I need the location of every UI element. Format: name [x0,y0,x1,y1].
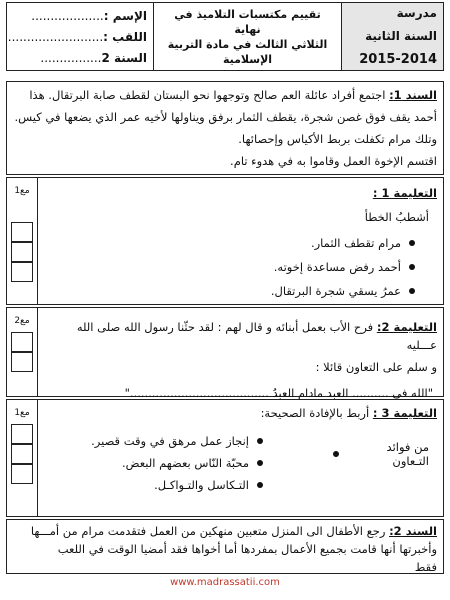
sanad-1-line-3: وتلك مرام تكفلت بربط الأكياس وإحصائها. [238,132,437,146]
bullet-icon [257,460,263,466]
bullet-icon [409,264,415,270]
student-info [7,3,153,70]
task-1-score-box-2[interactable] [11,242,33,262]
task-3-right-item-1[interactable] [38,434,263,448]
sanad-2-line-1 [7,522,443,540]
task-3-heading [38,404,443,422]
task-3-right-item-1-text: إنجاز عمل مرهق في وقت قصير. [91,434,249,448]
exam-title [153,3,341,70]
task-3-left-item-text: من فوائد التـعاون [386,440,429,468]
task-3-right-item-2-text: محبّة النّاس بعضهم البعض. [121,456,249,470]
school-info [341,3,443,70]
surname-label: اللقب : [103,29,147,44]
class-blank[interactable]: ................ [40,50,102,65]
exam-title-line-3: الإسلامية [222,52,273,66]
surname-row [7,29,147,44]
header [6,2,444,71]
bullet-icon [257,438,263,444]
sanad-1-text-1: اجتمع أفراد عائلة العم صالح وتوجهوا نحو البستان لقطف صابة البرتقال. هذا [29,88,386,102]
task-1-criteria [7,178,38,304]
task-2-text-1: فرح الأب بعمل أبنائه و قال لهم : لقد حثّنا رسول الله صلى الله عـــليه [76,320,437,352]
task-3-right-column [38,430,333,500]
task-1-item-2[interactable] [38,260,443,274]
sanad-2-section [6,519,444,574]
task-3-right-item-2[interactable] [38,456,263,470]
name-label: الإسم : [103,8,147,23]
task-1-item-2-text: أحمد رفض مساعدة إخوته. [273,260,401,274]
class-label: السنة 2 [101,50,147,65]
task-2-score-box-2[interactable] [11,352,33,372]
task-1-criteria-label: مع1 [14,186,30,196]
bullet-icon [409,240,415,246]
sanad-1-line-2: أحمد يقف فوق غصن شجرة، يقطف الثمار برفق ويناولها لأخيه عمر الذي يضعها في كيس. [14,110,437,124]
name-row [13,9,147,23]
sanad-1-section [6,81,444,175]
task-2-line-1 [38,318,443,354]
task-3-matching [38,430,443,500]
task-2-criteria-label: مع2 [14,316,30,326]
task-1-item-3[interactable] [38,284,443,298]
task-1-instruction: أشطبُ الخطأ [364,210,429,224]
task-1-section [6,177,444,305]
task-1-item-3-text: عمرُ يسقي شجرة البرتقال. [270,284,401,298]
exam-title-line-2: الثلاثي الثالث في مادة التربية [167,37,328,51]
exam-title-line-1: تقييم مكتسبات التلاميذ في نهاية [174,7,321,36]
bullet-icon [333,451,339,457]
task-1-body [38,178,443,308]
task-1-item-1-text: مرام تقطف الثمار. [310,236,401,250]
bullet-icon [409,288,415,294]
task-3-instruction: أربط بالإفادة الصحيحة: [260,406,370,420]
grade-label: السنة الثانية [365,29,437,43]
task-3-right-item-3-text: التـكاسل والتـواكـل. [154,478,249,492]
task-3-left-item[interactable] [333,440,443,468]
sanad-1-line-4: اقتسم الإخوة العمل وقاموا به في هدوء تام. [230,154,437,168]
task-2-criteria [7,308,38,396]
sanad-2-text-1: رجع الأطفال الى المنزل متعبين منهكين من العمل فتقدمت مرام من أمـــها [30,524,386,538]
task-1-score-box-1[interactable] [11,222,33,242]
sanad-1-line-1 [7,86,443,104]
name-blank[interactable]: ................... [31,8,104,23]
task-1-title: التعليمة 1 : [372,186,437,200]
task-3-left-column [333,430,443,500]
task-3-title: التعليمة 3 : [372,406,437,420]
bullet-icon [257,482,263,488]
class-row [13,51,147,65]
sanad-2-line-3: فقط [414,560,437,574]
task-2-section [6,307,444,400]
task-1-score-box-3[interactable] [11,262,33,282]
task-3-body [38,400,443,500]
task-2-body [38,308,443,402]
task-3-criteria-label: مع1 [14,408,30,418]
task-2-line-2: و سلم على التعاون قائلا : [315,360,437,374]
sanad-1-title: السند 1: [389,88,437,102]
task-3-right-item-3[interactable] [38,478,263,492]
task-3-criteria [7,400,38,516]
school-years: 2015-2014 [359,52,437,67]
task-3-score-box-3[interactable] [11,464,33,484]
sanad-2-line-2: وأخبرتها أنها قامت بجميع الأعمال بمفردها أما أخواها فقد أمضيا الوقت في اللعب [57,542,437,556]
task-2-score-box-1[interactable] [11,332,33,352]
task-3-score-box-1[interactable] [11,424,33,444]
footer-website[interactable]: www.madrassatii.com [170,577,280,588]
task-3-section [6,399,444,517]
school-label: مدرسة [396,6,437,20]
task-1-item-1[interactable] [38,236,443,250]
task-2-quote[interactable]: "الله في .......... العبد مادام العبدُ ......................................" [124,386,433,400]
sanad-2-title: السند 2: [389,524,437,538]
task-2-title: التعليمة 2: [376,320,437,334]
surname-blank[interactable]: ......................... [7,29,104,44]
task-3-score-box-2[interactable] [11,444,33,464]
